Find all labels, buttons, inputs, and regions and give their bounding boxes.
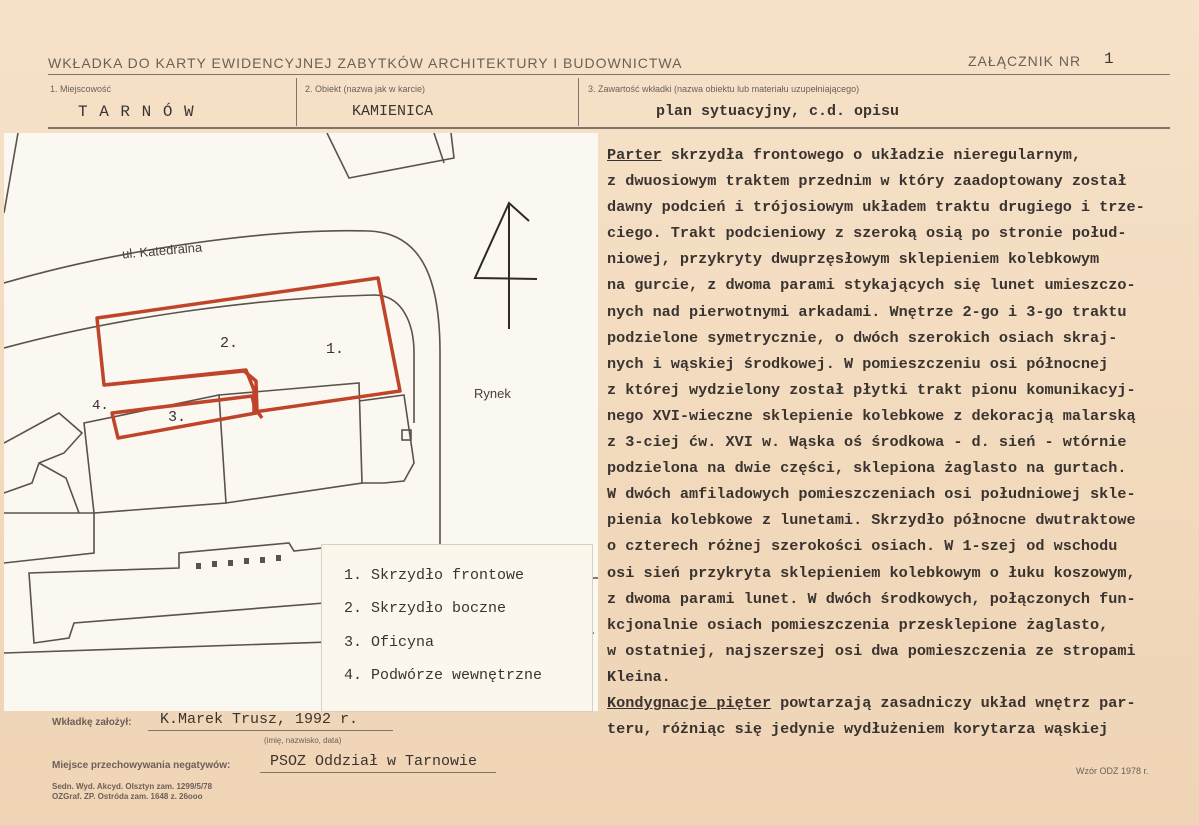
annex-label: ZAŁĄCZNIK NR	[968, 53, 1082, 69]
legend-item-3: 3. Oficyna	[344, 634, 435, 651]
parter-heading: Parter	[607, 146, 662, 164]
legend-item-4: 4. Podwórze wewnętrzne	[344, 667, 543, 684]
marker-4: 4.	[92, 398, 109, 414]
marker-3: 3.	[168, 409, 187, 426]
description-line: osi sień przykryta sklepieniem kolebkowym o łuku koszowym,	[607, 563, 1136, 582]
description-line: nych i wąskiej środkowej. W pomieszczeniu osi północnej	[607, 354, 1109, 373]
publisher-mark: Wzór ODZ 1978 r.	[1076, 766, 1149, 776]
negatives-label: Miejsce przechowywania negatywów:	[52, 760, 231, 771]
print-info-2: OZGraf. ZP. Ostróda zam. 1648 z. 26ooo	[52, 792, 203, 801]
street-edge-left	[4, 133, 18, 213]
description-line: na gurcie, z dwoma parami stykających się lunet umieszczo-	[607, 276, 1136, 295]
author-hint: (imię, nazwisko, data)	[264, 736, 342, 745]
description-line: nego XVI-wieczne sklepienie kolebkowe z dekoracją malarską	[607, 406, 1136, 425]
description-line: z dwuosiowym traktem przednim w który zaadoptowany został	[607, 172, 1127, 191]
description-text	[607, 142, 1197, 742]
field-divider-1	[296, 78, 297, 126]
author-value: K.Marek Trusz, 1992 r.	[160, 711, 359, 728]
sheet-number-stroke-1	[475, 203, 537, 279]
print-info-1: Sedn. Wyd. Akcyd. Olsztyn zam. 1299/5/78	[52, 782, 213, 791]
floors-heading: Kondygnacje pięter	[607, 693, 772, 712]
marker-1: 1.	[326, 341, 345, 358]
block-edge	[4, 295, 414, 423]
description-line: z której wydzielony został płytki trakt pionu komunikacyj-	[607, 380, 1136, 399]
rear-annex	[359, 395, 414, 483]
description-line: w ostatniej, najszerszej osi dwa pomieszczenia ze stropami	[607, 641, 1136, 660]
square-label: Rynek	[474, 386, 511, 401]
description-line: kcjonalnie osiach pomieszczenia przesklepione żaglasto,	[607, 615, 1109, 634]
marker-2: 2.	[220, 335, 239, 352]
content-value: plan sytuacyjny, c.d. opisu	[656, 103, 900, 120]
description-line: z 3-ciej ćw. XVI w. Wąska oś środkowa - d. sień - wtórnie	[607, 433, 1127, 452]
description-line: podzielone symetrycznie, o dwóch szerokich osiach skraj-	[607, 328, 1118, 347]
description-line-first: Parter skrzydła frontowego o układzie nieregularnym,	[607, 146, 1081, 164]
author-label: Wkładkę założył:	[52, 717, 132, 728]
description-line: podzielona na dwie części, sklepiona żaglasto na gurtach.	[607, 459, 1127, 478]
negatives-value: PSOZ Oddział w Tarnowie	[270, 753, 478, 770]
description-line: dawny podcień i trójosiowym układem traktu drugiego i trze-	[607, 198, 1145, 217]
description-line: niowej, przykryty dwuprzęsłowym sklepieniem kolebkowym	[607, 250, 1100, 269]
place-label: 1. Miejscowość	[50, 84, 112, 94]
street-label: ul. Katedralna	[121, 239, 203, 262]
description-line: Kleina.	[607, 667, 671, 686]
description-line: o czterech różnej szerokości osiach. W 1-szej od wschodu	[607, 537, 1118, 556]
field-divider-2	[578, 78, 579, 126]
object-value: KAMIENICA	[352, 103, 434, 120]
north-building	[327, 133, 454, 178]
legend-item-2: 2. Skrzydło boczne	[344, 600, 507, 617]
header-rule	[48, 74, 1170, 75]
object-label: 2. Obiekt (nazwa jak w karcie)	[305, 84, 426, 94]
card-title: WKŁADKA DO KARTY EWIDENCYJNEJ ZABYTKÓW ARCHITEKTURY I BUDOWNICTWA	[48, 55, 683, 71]
description-line: ciego. Trakt podcieniowy z szeroką osią po stronie połud-	[607, 224, 1127, 243]
map-legend	[321, 544, 593, 712]
author-underline	[148, 730, 393, 731]
description-line-last: teru, różniąc się jedynie wydłużeniem korytarza wąskiej	[607, 720, 1109, 739]
legend-item-1: 1. Skrzydło frontowe	[344, 567, 525, 584]
place-value: T A R N Ó W	[78, 103, 195, 121]
description-line: z dwoma parami lunet. W dwóch środkowych, połączonych fun-	[607, 589, 1136, 608]
fields-bottom-rule	[48, 127, 1170, 129]
negatives-underline	[260, 772, 496, 773]
description-line: nych nad pierwotnymi arkadami. Wnętrze 2-go i 3-go traktu	[607, 302, 1127, 321]
yard-outline	[4, 413, 82, 493]
annex-number: 1	[1104, 50, 1114, 68]
description-line-second-heading: Kondygnacje pięter powtarzają zasadniczy układ wnętrz par-	[607, 693, 1136, 712]
content-label: 3. Zawartość wkładki (nazwa obiektu lub materiału uzupełniającego)	[588, 84, 860, 94]
description-line: pienia kolebkowe z lunetami. Skrzydło północne dwutraktowe	[607, 511, 1136, 530]
description-line: W dwóch amfiladowych pomieszczeniach osi południowej skle-	[607, 485, 1136, 504]
